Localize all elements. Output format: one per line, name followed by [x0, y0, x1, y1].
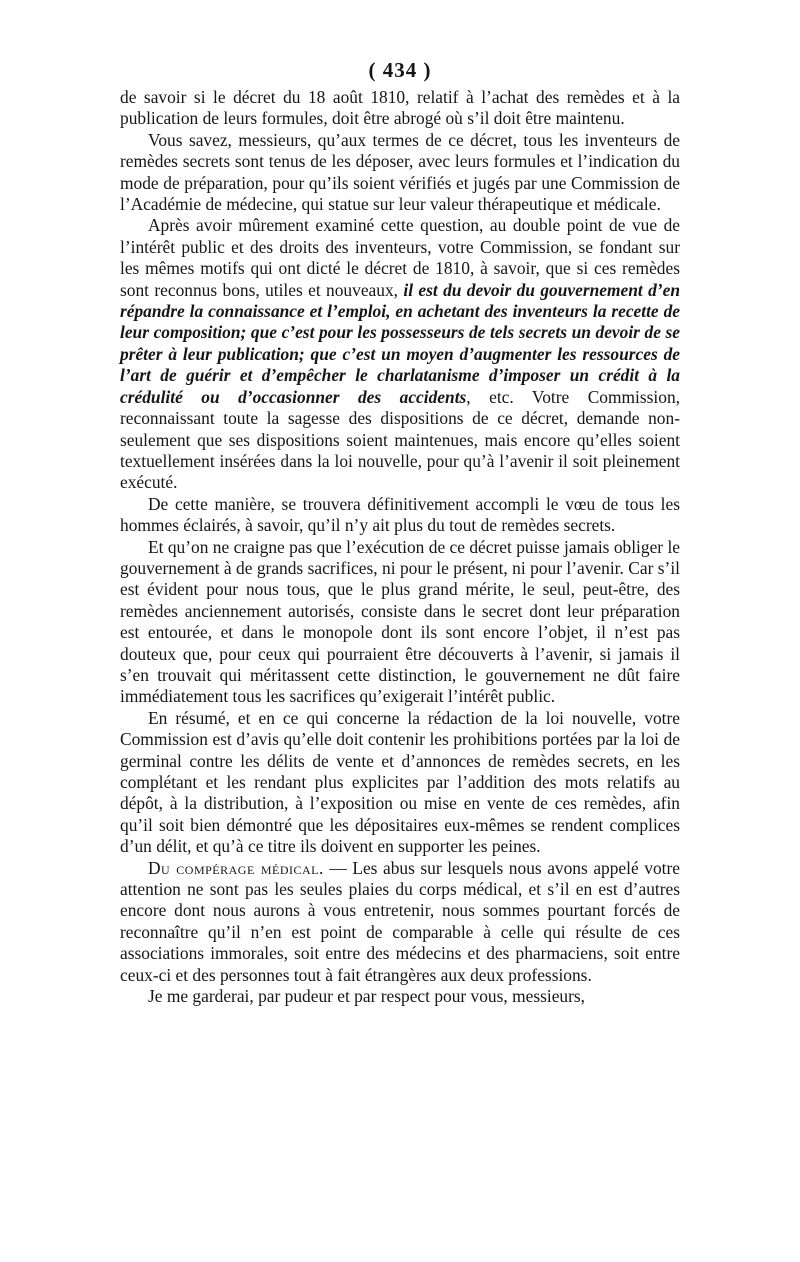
paragraph-wish: De cette manière, se trouvera définitivement accompli le vœu de tous les hommes éclairés, à savoir, qu’il n’y ait plus du tout de remèdes secrets. — [120, 493, 680, 536]
paragraph-closing: Je me garderai, par pudeur et par respect pour vous, messieurs, — [148, 986, 586, 1007]
paragraph-sacrifices: Et qu’on ne craigne pas que l’exécution de ce décret puisse jamais obliger le gouvernement à de grands sacrifices, ni pour le présent, ni pour l’avenir. Car s’il est évident pour nous tous, que le plus grand mérite, le seul, peut-être, des remèdes anciennement autorisés, consiste dans le secret dont leur préparation est entourée, et dans le monopole dont ils sont encore l’objet, il n’est pas douteux que, pour ceux qui pourraient être découverts à l’avenir, si jamais il s’en trouvait qui méritassent cette distinction, le gouvernement ne dût faire immédiatement tous les sacrifices qu’exigerait l’intérêt public. — [120, 536, 680, 707]
paragraph-summary: En résumé, et en ce qui concerne la rédaction de la loi nouvelle, votre Commission est d’avis qu’elle doit contenir les prohibitions portées par la loi de germinal contre les délits de vente et d’annonces de remèdes secrets, en les complétant et les rendant plus explicites par l’addition des mots relatifs au dépôt, à la distribution, à l’exposition ou mise en vente de ces remèdes, afin qu’il soit bien démontré que les dépositaires eux-mêmes se rendent complices d’un délit, et qu’à ce titre ils doivent en supporter les peines. — [120, 707, 680, 857]
section-heading: Du compérage médical. — [148, 857, 324, 878]
paragraph-decree-summary: Vous savez, messieurs, qu’aux termes de ce décret, tous les inventeurs de remèdes secrets sont tenus de les déposer, avec leurs formules et l’indication du mode de préparation, pour qu’ils soient vérifiés et jugés par une Commission de l’Académie de médecine, qui statue sur leur valeur thérapeutique et médicale. — [120, 129, 680, 215]
paragraph-text: — Les abus sur lesquels nous avons appelé votre attention ne sont pas les seules plaies du corps médical, et s’il en est d’autres encore dont nous aurons à vous entretenir, nous sommes pourtant forcés de reconnaître qu’il n’en est point de comparable à celle qui résulte de ces associations immorales, soit entre des médecins et des pharmaciens, soit entre ceux-ci et des personnes tout à fait étrangères aux deux professions. — [120, 857, 680, 985]
paragraph-comperage — [120, 858, 680, 986]
emphasized-quotation: il est du devoir du gouvernement d’en répandre la connaissance et l’emploi, en achetant des inventeurs la recette de leur composition; que c’est pour les possesseurs de tels secrets un devoir de se prêter à leur publication; que c’est un moyen d’augmenter les ressources de l’art de guérir et d’empêcher le charlatanisme d’imposer un crédit à la crédulité ou d’occasionner des accidents — [120, 279, 680, 407]
body-text — [120, 87, 680, 1007]
paragraph-text: , etc. Votre Commission, reconnaissant toute la sagesse des dispositions de ce décret, demande non-seulement que ses dispositions soient maintenues, mais encore qu’elles soient textuellement insérées dans la loi nouvelle, pour qu’à l’avenir il soit pleinement exécuté. — [120, 386, 680, 493]
paragraph-commission-opinion — [120, 215, 680, 493]
paragraph-text: Après avoir mûrement examiné cette question, au double point de vue de l’intérêt public et des droits des inventeurs, votre Commission, se fondant sur les mêmes motifs qui ont dicté le décret de 1810, à savoir, que si ces remèdes sont reconnus bons, utiles et nouveaux, — [120, 215, 680, 300]
page-number: ( 434 ) — [368, 58, 432, 82]
paragraph-continuation: de savoir si le décret du 18 août 1810, relatif à l’achat des remèdes et à la publication de leurs formules, doit être abrogé où s’il doit être maintenu. — [120, 87, 680, 129]
